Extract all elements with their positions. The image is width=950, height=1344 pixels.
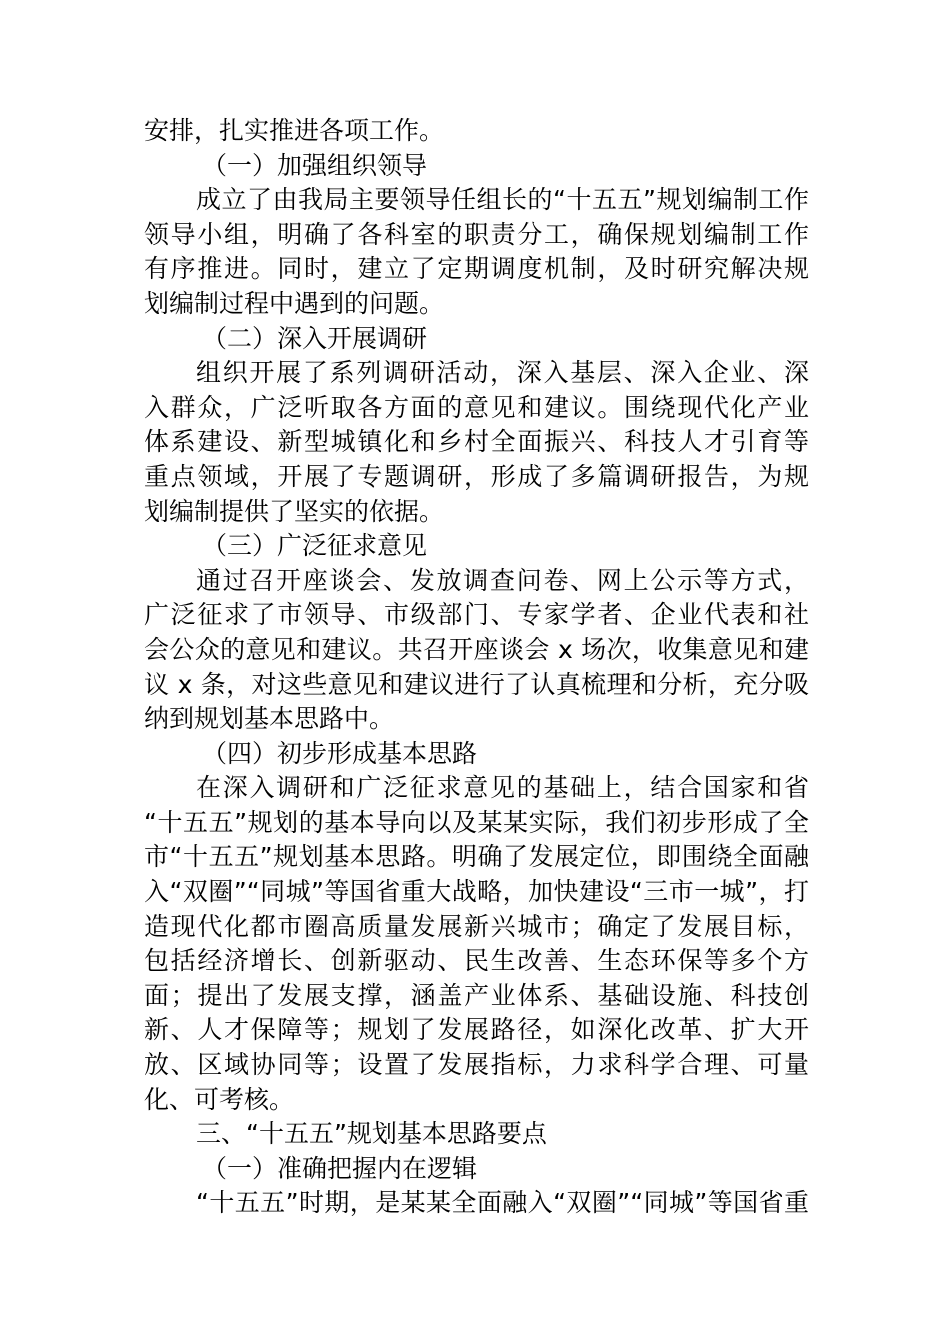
body-text-line: 包括经济增长、创新驱动、民生改善、生态环保等多个方 [144, 946, 809, 976]
body-text-line: 会公众的意见和建议。共召开座谈会 x 场次，收集意见和建 [144, 634, 809, 664]
body-text-line: 成立了由我局主要领导任组长的“十五五”规划编制工作 [196, 185, 809, 215]
subheading-2: （二）深入开展调研 [202, 323, 428, 353]
body-text-line: 安排，扎实推进各项工作。 [144, 116, 445, 145]
body-text-line: “十五五”规划的基本导向以及某某实际，我们初步形成了全 [144, 807, 809, 837]
body-text-line: 体系建设、新型城镇化和乡村全面振兴、科技人才引育等 [144, 427, 809, 457]
body-text-line: 广泛征求了市领导、市级部门、专家学者、企业代表和社 [144, 600, 809, 630]
body-text-line: 纳到规划基本思路中。 [144, 704, 395, 734]
body-text-line: 市“十五五”规划基本思路。明确了发展定位，即围绕全面融 [144, 842, 809, 872]
body-text-line: 化、可考核。 [144, 1084, 295, 1114]
subheading-3: （三）广泛征求意见 [202, 531, 428, 561]
body-text-line: 划编制提供了坚实的依据。 [144, 496, 445, 526]
body-text-line: 面；提出了发展支撑，涵盖产业体系、基础设施、科技创 [144, 980, 809, 1010]
body-text-line: 议 x 条，对这些意见和建议进行了认真梳理和分析，充分吸 [144, 669, 809, 699]
section-heading-3: 三、“十五五”规划基本思路要点 [196, 1119, 547, 1149]
subheading-1-section3: （一）准确把握内在逻辑 [202, 1153, 478, 1183]
body-text-line: 重点领域，开展了专题调研，形成了多篇调研报告，为规 [144, 461, 809, 491]
body-text-line: 在深入调研和广泛征求意见的基础上，结合国家和省 [196, 773, 809, 803]
body-text-line: 放、区域协同等；设置了发展指标，力求科学合理、可量 [144, 1050, 809, 1080]
body-text-line: 新、人才保障等；规划了发展路径，如深化改革、扩大开 [144, 1015, 809, 1045]
body-text-line: 划编制过程中遇到的问题。 [144, 288, 445, 318]
subheading-4: （四）初步形成基本思路 [202, 738, 478, 768]
body-text-line: 有序推进。同时，建立了定期调度机制，及时研究解决规 [144, 254, 809, 284]
subheading-1: （一）加强组织领导 [202, 150, 428, 180]
body-text-line: “十五五”时期，是某某全面融入“双圈”“同城”等国省重 [196, 1188, 809, 1218]
body-text-line: 领导小组，明确了各科室的职责分工，确保规划编制工作 [144, 219, 809, 249]
body-text-line: 入群众，广泛听取各方面的意见和建议。围绕现代化产业 [144, 392, 809, 422]
body-text-line: 组织开展了系列调研活动，深入基层、深入企业、深 [196, 358, 809, 388]
body-text-line: 入“双圈”“同城”等国省重大战略，加快建设“三市一城”，打 [144, 877, 809, 907]
body-text-line: 通过召开座谈会、发放调查问卷、网上公示等方式， [196, 565, 809, 595]
document-body [144, 114, 809, 1221]
body-text-line: 造现代化都市圈高质量发展新兴城市；确定了发展目标， [144, 911, 809, 941]
